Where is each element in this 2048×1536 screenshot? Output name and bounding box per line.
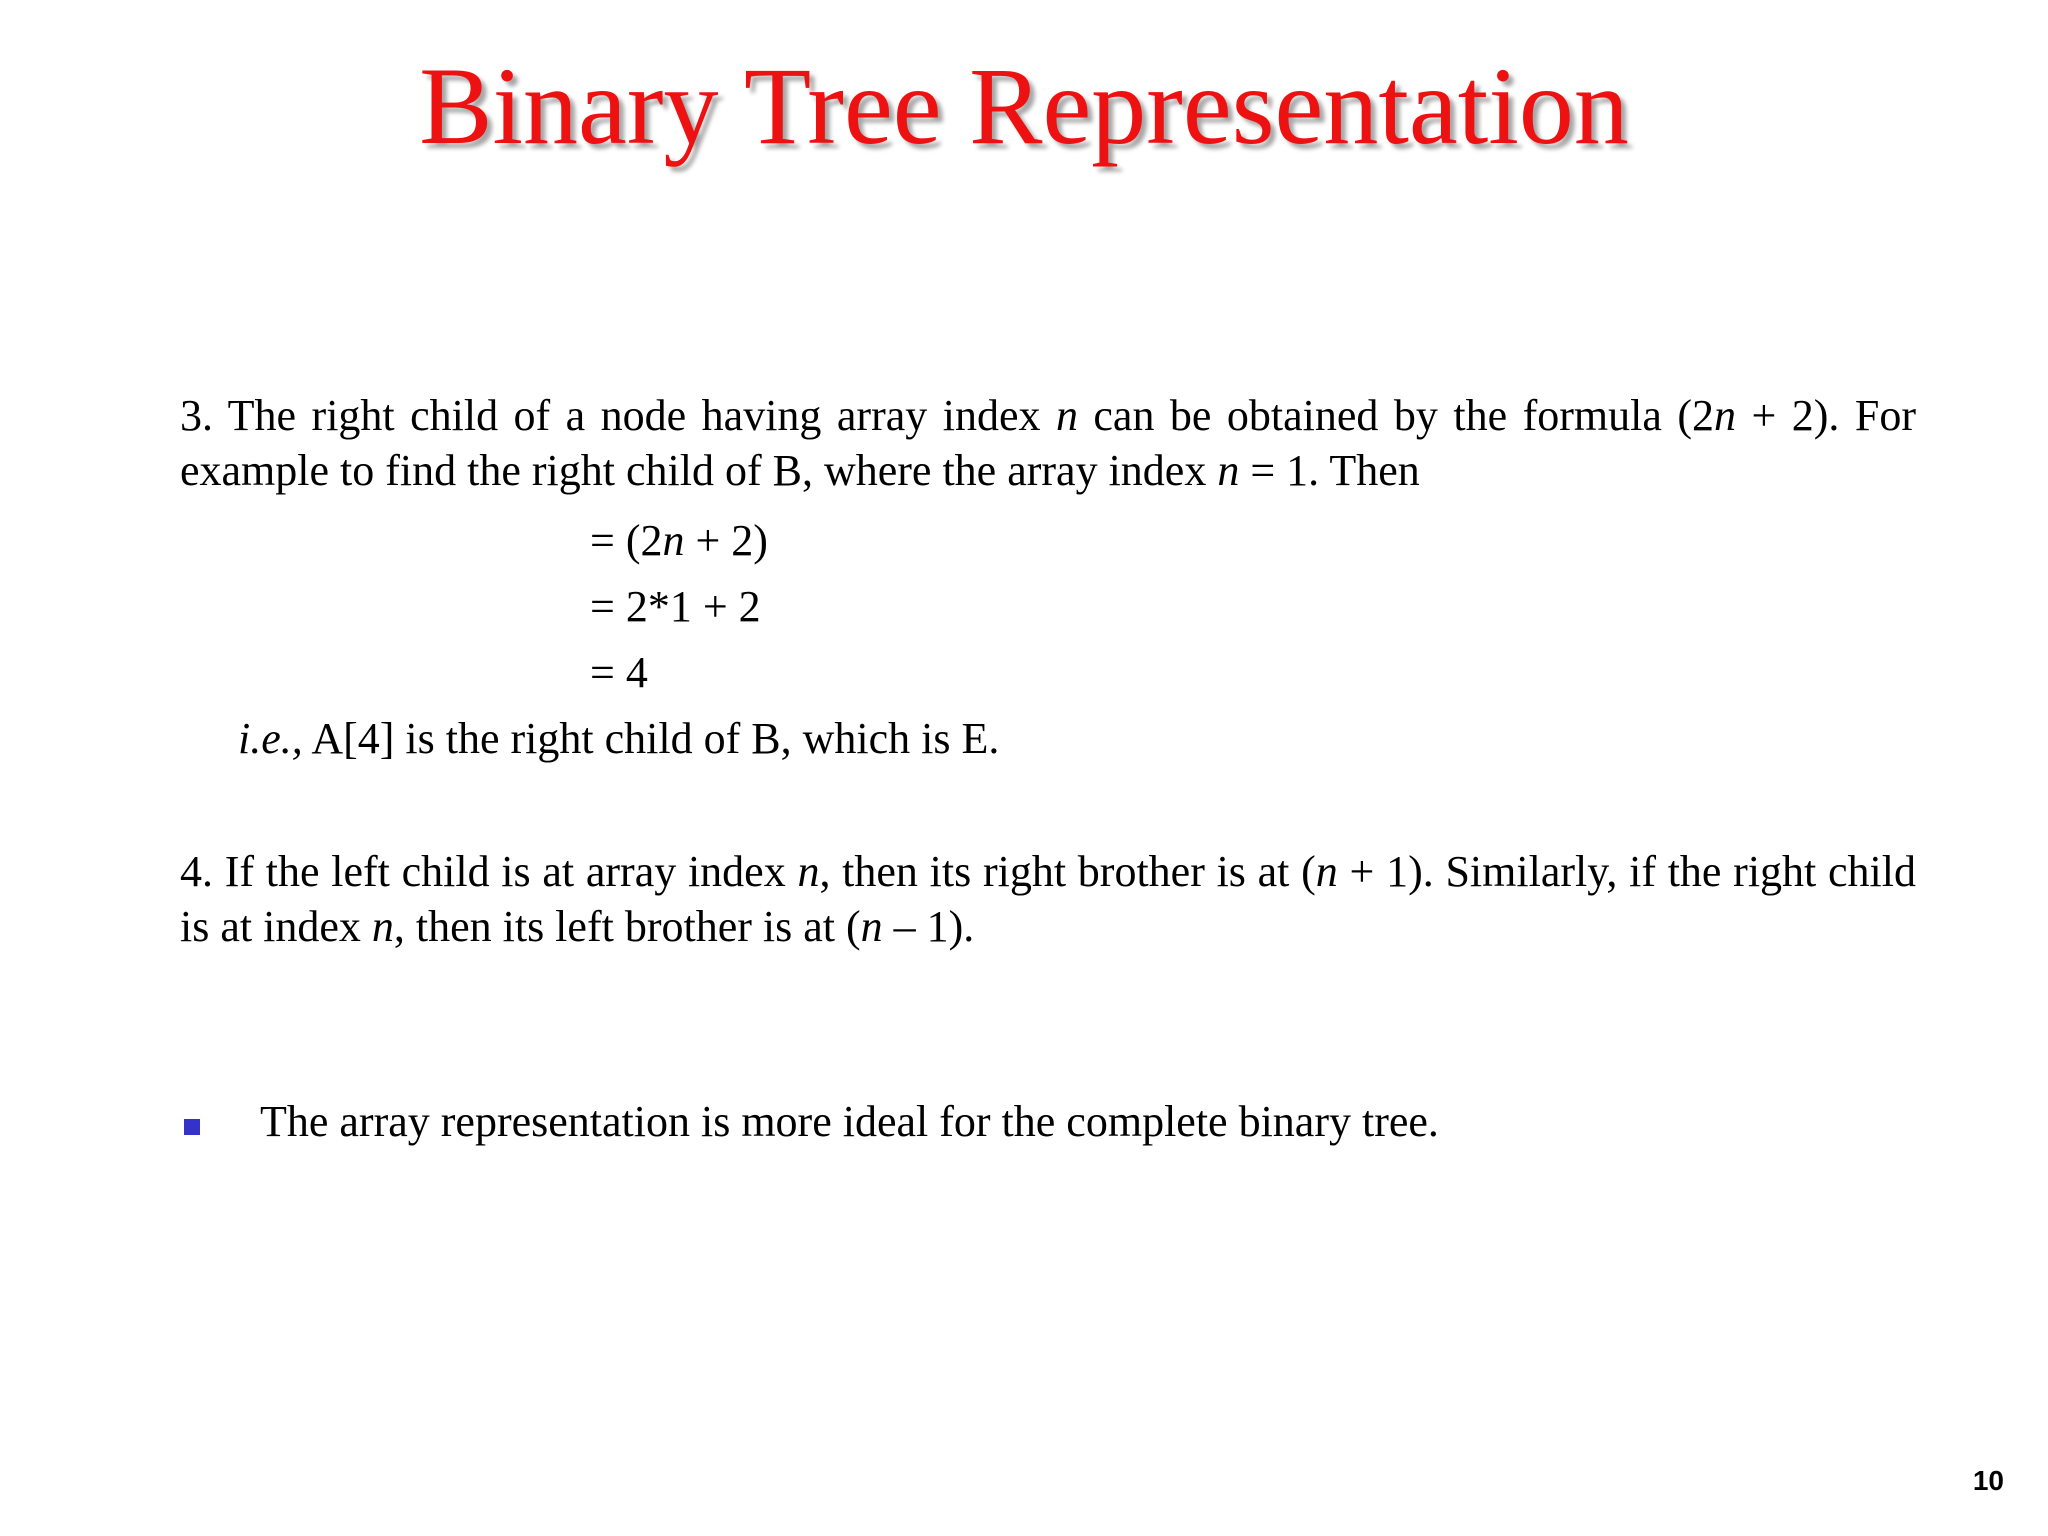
para3-text-1: 3. The right child of a node having array index xyxy=(180,391,1056,440)
formula-line-1-end: + 2) xyxy=(684,516,768,565)
para3-text-3: + 2). For example to find the right child of B, where the array index xyxy=(180,391,1916,495)
para4-text-4: , then its left brother is at ( xyxy=(393,902,861,951)
para4-text-2: , then its right brother is at ( xyxy=(819,847,1316,896)
bullet-point-text: The array representation is more ideal for the complete binary tree. xyxy=(260,1097,1439,1146)
para4-text-1: 4. If the left child is at array index xyxy=(180,847,798,896)
variable-n: n xyxy=(1315,847,1338,896)
variable-n: n xyxy=(1714,391,1736,440)
paragraph-brother-rule xyxy=(180,844,1916,954)
paragraph-right-child-rule xyxy=(180,388,1916,498)
formula-line-1 xyxy=(590,513,768,568)
variable-n: n xyxy=(1217,446,1240,495)
variable-n: n xyxy=(662,516,685,565)
formula-line-1-start: = (2 xyxy=(590,516,663,565)
formula-line-2: = 2*1 + 2 xyxy=(590,582,761,631)
ie-abbreviation: i.e., xyxy=(238,714,303,763)
variable-n: n xyxy=(371,902,394,951)
para3-text-4: = 1. Then xyxy=(1239,446,1420,495)
variable-n: n xyxy=(860,902,883,951)
conclusion-text: A[4] is the right child of B, which is E. xyxy=(302,714,1000,763)
variable-n: n xyxy=(797,847,820,896)
conclusion-line xyxy=(238,711,999,766)
para3-text-2: can be obtained by the formula (2 xyxy=(1077,391,1714,440)
slide-title: Binary Tree Representation xyxy=(419,45,1629,167)
formula-line-3: = 4 xyxy=(590,648,648,697)
page-number: 10 xyxy=(1972,1465,2004,1496)
para4-text-5: – 1). xyxy=(882,902,975,951)
para4-text-3: + 1). Similarly, if the right child is at index xyxy=(180,847,1916,951)
square-bullet-icon xyxy=(184,1119,200,1135)
variable-n: n xyxy=(1055,391,1078,440)
